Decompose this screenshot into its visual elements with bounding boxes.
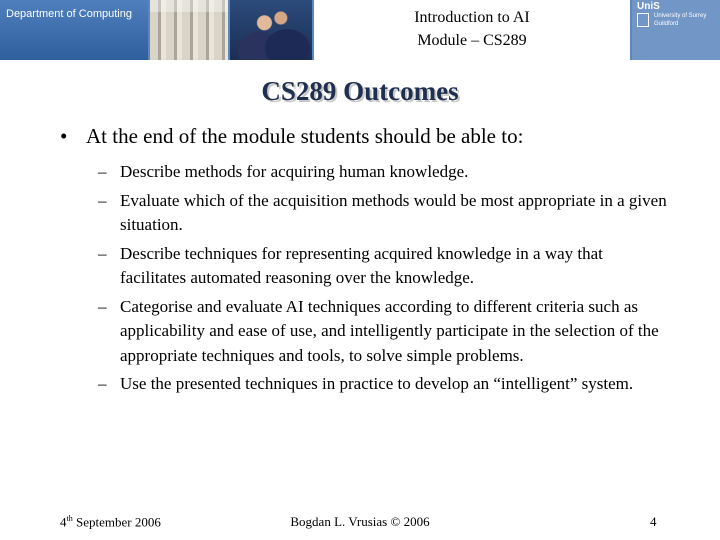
dash-icon: – <box>98 374 107 393</box>
students-photo <box>230 0 312 60</box>
dash-icon: – <box>98 243 107 263</box>
page-number: 4 <box>650 514 657 529</box>
crest-icon <box>637 13 649 27</box>
footer-date-day: 4 <box>60 514 67 530</box>
list-item <box>98 295 668 369</box>
dash-icon: – <box>98 296 107 316</box>
dash-icon: – <box>98 190 107 210</box>
department-logo <box>0 0 148 60</box>
list-item-text: Categorise and evaluate AI techniques according to different criteria such as applicability and ease of use, and intelligently participate in the selection of the appropriate techniques and tools, to solve simple problems. <box>120 296 659 365</box>
course-title: Introduction to AI <box>414 9 530 26</box>
unis-wordmark: UniS <box>637 1 660 12</box>
list-item-text: Describe methods for acquiring human knowledge. <box>120 162 469 181</box>
slide-title: CS289 Outcomes <box>261 76 459 106</box>
list-item-text: Use the presented techniques in practice to develop an “intelligent” system. <box>120 374 634 393</box>
list-item-text: Evaluate which of the acquisition methods would be most appropriate in a given situation. <box>120 190 667 234</box>
course-title-box <box>314 0 630 60</box>
main-bullet-text: At the end of the module students should be able to: <box>86 124 524 148</box>
list-item <box>98 160 668 185</box>
main-bullet <box>60 124 523 149</box>
footer-date-rest: September 2006 <box>72 514 161 530</box>
footer-author: Bogdan L. Vrusias © 2006 <box>290 514 430 529</box>
header-banner <box>0 0 720 60</box>
list-item-text: Describe techniques for representing acquired knowledge in a way that facilitates automated reasoning over the knowledge. <box>120 243 603 287</box>
footer-date-suffix: th <box>66 514 73 523</box>
university-logo <box>632 0 720 60</box>
department-name: Department of Computing <box>6 8 132 20</box>
dash-icon: – <box>98 162 107 181</box>
bullet-dot-icon: • <box>60 124 68 148</box>
list-item <box>98 189 668 238</box>
outcomes-list <box>98 160 668 401</box>
module-code: Module – CS289 <box>417 32 527 49</box>
list-item <box>98 242 668 291</box>
computer-lab-photo <box>150 0 228 60</box>
list-item <box>98 372 668 397</box>
university-location: Guildford <box>654 21 679 27</box>
university-name: University of Surrey <box>654 13 707 19</box>
